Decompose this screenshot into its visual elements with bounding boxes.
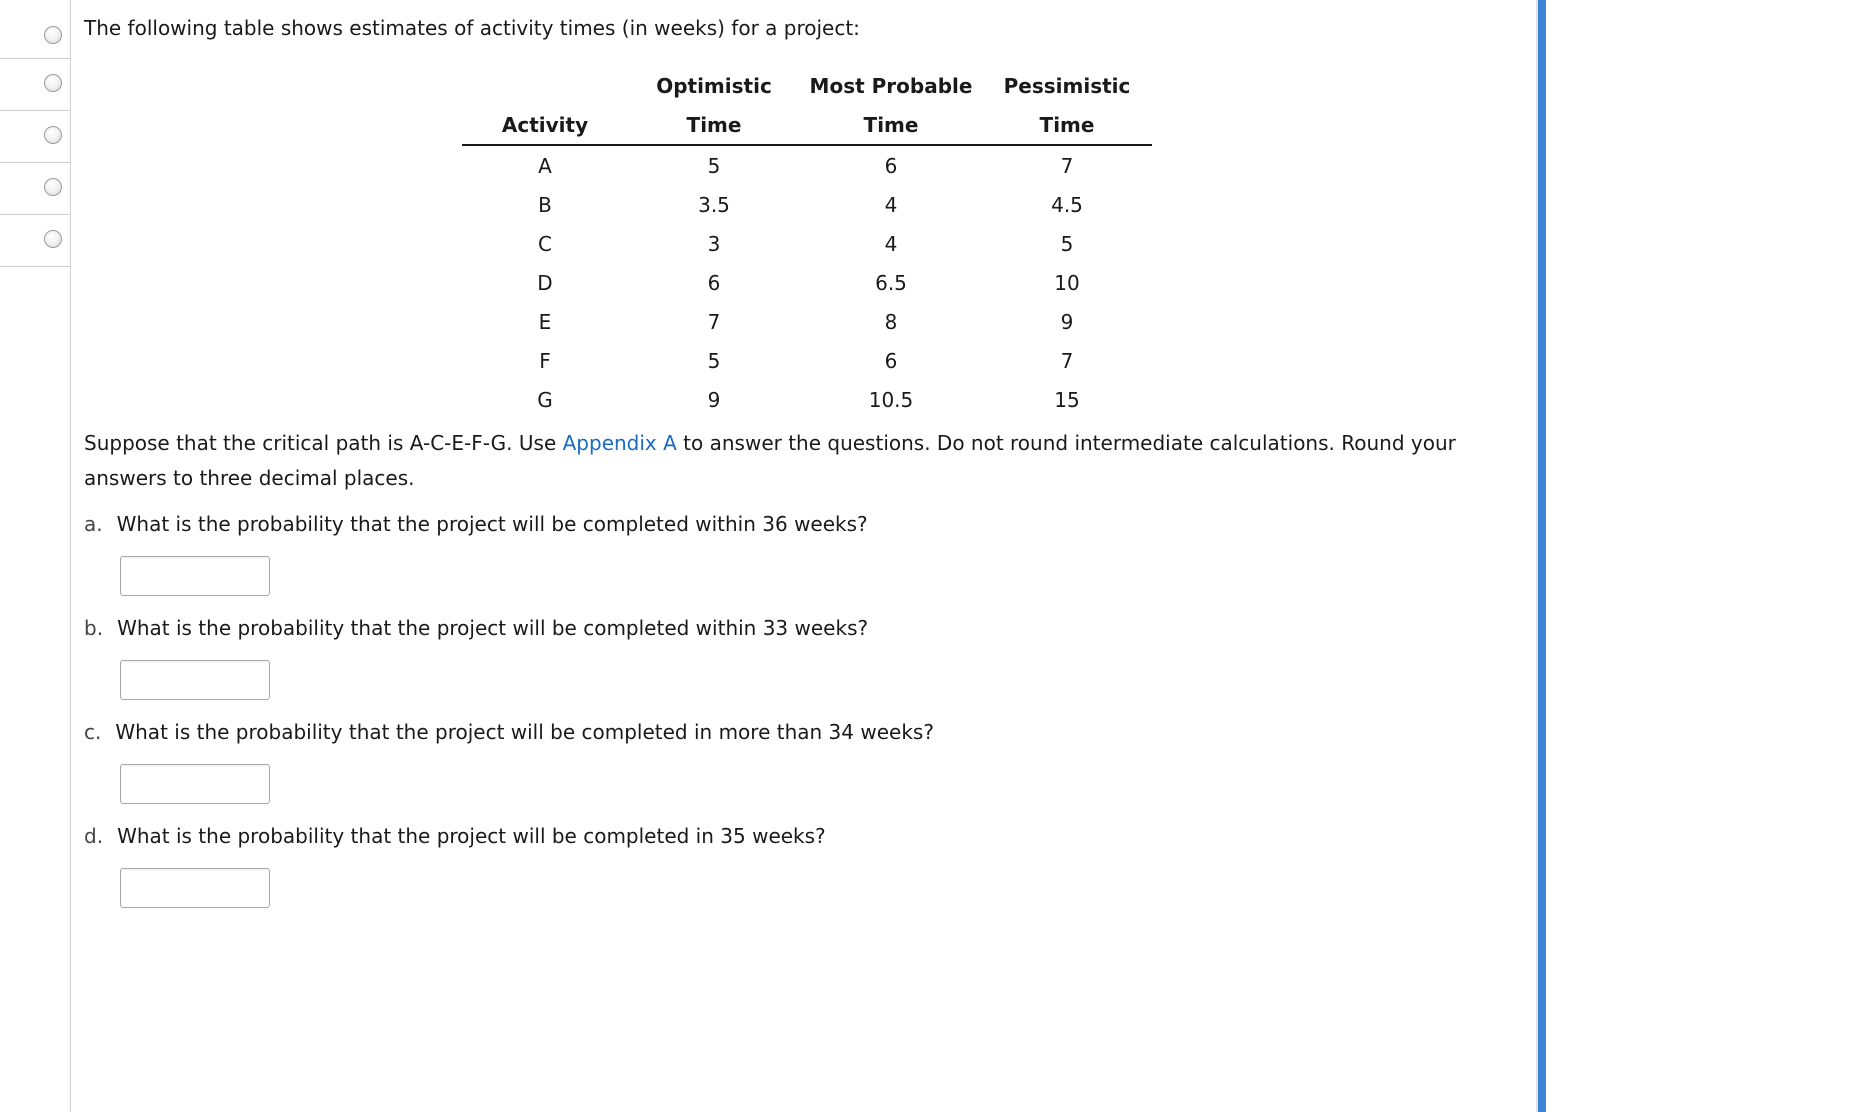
table-row	[462, 185, 1152, 224]
table-row	[462, 224, 1152, 263]
left-gutter	[0, 0, 71, 1112]
gutter-row	[0, 110, 70, 163]
radio-button[interactable]	[44, 74, 62, 92]
table-cell: D	[537, 270, 553, 295]
header-cell: Activity	[462, 105, 628, 145]
header-cell: Optimistic	[656, 73, 772, 98]
table-cell: A	[538, 153, 552, 178]
header-cell	[462, 66, 628, 105]
table-cell: 15	[1054, 387, 1080, 412]
answer-input-b[interactable]	[120, 660, 270, 700]
question-letter: b.	[84, 616, 104, 640]
question-text: What is the probability that the project will be completed in 35 weeks?	[117, 824, 826, 848]
header-cell: Time	[628, 105, 800, 145]
table-cell: 6	[707, 270, 721, 295]
table-cell: F	[539, 348, 551, 373]
table-cell: 5	[707, 348, 721, 373]
intro-text: The following table shows estimates of activity times (in weeks) for a project:	[84, 16, 860, 40]
table-cell: C	[538, 231, 552, 256]
table-cell: 4	[884, 231, 898, 256]
activity-times-table	[462, 66, 1152, 419]
question-letter: a.	[84, 512, 103, 536]
table-row	[462, 302, 1152, 341]
table-cell: G	[537, 387, 553, 412]
table-cell: B	[538, 192, 552, 217]
answer-input-a[interactable]	[120, 556, 270, 596]
table-cell: 7	[1060, 348, 1074, 373]
table-cell: 7	[1060, 153, 1074, 178]
table-row	[462, 263, 1152, 302]
answer-input-c[interactable]	[120, 764, 270, 804]
radio-button[interactable]	[44, 178, 62, 196]
table-row	[462, 341, 1152, 380]
table-cell: 3.5	[698, 192, 730, 217]
table-cell: 5	[1060, 231, 1074, 256]
radio-button[interactable]	[44, 230, 62, 248]
question-text: What is the probability that the project will be completed within 33 weeks?	[117, 616, 869, 640]
instructions-paragraph	[84, 426, 1504, 496]
table-cell: 5	[707, 153, 721, 178]
question-letter: d.	[84, 824, 104, 848]
question-b	[84, 616, 868, 640]
table-cell: 4.5	[1051, 192, 1083, 217]
table-cell: 10.5	[868, 387, 914, 412]
table-cell: 6	[884, 153, 898, 178]
table-row	[462, 380, 1152, 419]
radio-button[interactable]	[44, 26, 62, 44]
table-cell: E	[538, 309, 552, 334]
header-cell: Time	[800, 105, 982, 145]
table-cell: 3	[707, 231, 721, 256]
table-cell: 10	[1054, 270, 1080, 295]
header-cell: Most Probable	[809, 73, 973, 98]
question-letter: c.	[84, 720, 102, 744]
gutter-row	[0, 214, 70, 267]
table-header-row	[462, 66, 1152, 105]
gutter-row	[0, 162, 70, 215]
instructions-text: Suppose that the critical path is A-C-E-F-G. Use	[84, 431, 563, 455]
table-cell: 6.5	[875, 270, 907, 295]
question-c	[84, 720, 934, 744]
table-header-row	[462, 105, 1152, 145]
appendix-a-link[interactable]: Appendix A	[562, 431, 677, 455]
answer-input-d[interactable]	[120, 868, 270, 908]
table-cell: 9	[707, 387, 721, 412]
instructions-text: to answer the questions. Do not round intermediate calculations. Round your answers to three decimal places.	[84, 431, 1456, 490]
question-a	[84, 512, 868, 536]
table-row	[462, 145, 1152, 185]
gutter-row	[0, 6, 70, 59]
table-cell: 8	[884, 309, 898, 334]
table-cell: 9	[1060, 309, 1074, 334]
question-d	[84, 824, 826, 848]
gutter-row	[0, 58, 70, 111]
question-text: What is the probability that the project will be completed within 36 weeks?	[116, 512, 868, 536]
question-text: What is the probability that the project will be completed in more than 34 weeks?	[115, 720, 934, 744]
radio-button[interactable]	[44, 126, 62, 144]
header-cell: Time	[982, 105, 1152, 145]
table-cell: 7	[707, 309, 721, 334]
header-cell: Pessimistic	[1003, 73, 1131, 98]
table-cell: 4	[884, 192, 898, 217]
accent-bar	[1538, 0, 1546, 1112]
table-cell: 6	[884, 348, 898, 373]
